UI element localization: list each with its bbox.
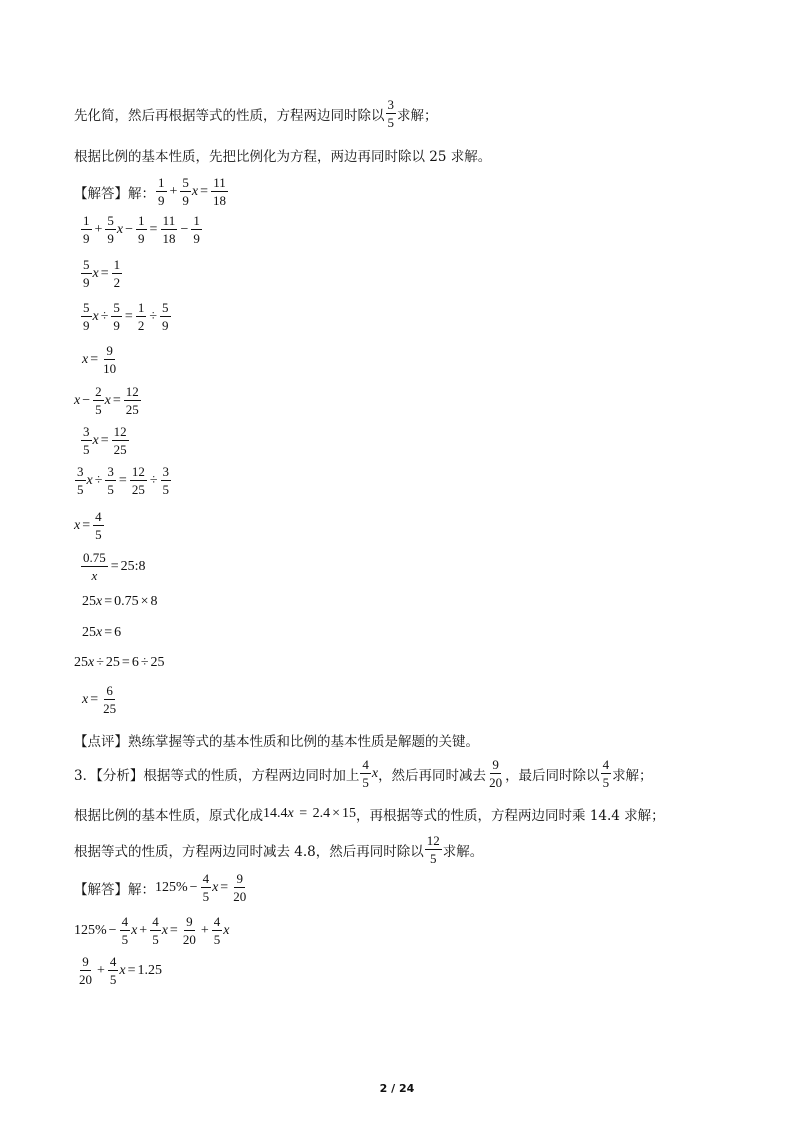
comment-line	[74, 730, 479, 750]
text: 先化简，然后再根据等式的性质，方程两边同时除以	[74, 107, 385, 124]
q3-analysis-line-2: 根据比例的基本性质，原式化成 14.4x = 2.4 × 15 ，再根据等式的性质，方程两边同时乘 14.4 求解；	[74, 806, 665, 824]
text: 根据比例的基本性质，先把比例化为方程，两边再同时除以 25 求解。	[74, 149, 492, 165]
equation-step: 125% − $\frac{4}{5}$ x + $\frac{4}{5}$ x = $\frac{9}{20}$ + $\frac{4}{5}$ x	[74, 914, 230, 947]
equation-step: x = $\frac{6}{25}$	[82, 683, 117, 716]
text: 【解答】解：	[74, 185, 155, 202]
equation-step: x − $\frac{2}{5}$ x = $\frac{12}{25}$	[74, 384, 139, 417]
equation-step: x = $\frac{4}{5}$	[74, 509, 102, 542]
equation-step: 25 x = 6	[82, 625, 122, 640]
text: 求解；	[397, 107, 438, 124]
equation-step: $\frac{5}{9}$ x = $\frac{1}{2}$	[83, 257, 121, 290]
analysis-line-2	[74, 145, 491, 165]
equation: $\frac{1}{9}$ + $\frac{5}{9}$ x = $\frac{11}{18}$	[158, 175, 227, 208]
fraction: $\frac{3}{5}$	[387, 97, 394, 130]
equation-step: 25 x ÷ 25 = 6 ÷ 25	[74, 655, 165, 670]
q3-analysis-line-1: 3．【分析】根据等式的性质，方程两边同时加上 $\frac{4}{5}$ x ，然后再同时减去 $\frac{9}{20}$ ，最后同时除以 $\frac{4}{5}$ 求解；	[74, 757, 653, 790]
equation-step: $\frac{9}{20}$ + $\frac{4}{5}$ x = 1.25	[79, 954, 163, 987]
q3-answer-line: 【解答】解： 125% − $\frac{4}{5}$ x = $\frac{9}{20}$	[74, 872, 249, 903]
equation-step: x = $\frac{9}{10}$	[82, 343, 117, 376]
text: 【点评】熟练掌握等式的基本性质和比例的基本性质是解题的关键。	[74, 734, 479, 750]
equation-step: $\frac{3}{5}$ x = $\frac{12}{25}$	[83, 424, 127, 457]
equation-step: 25 x = 0.75 × 8	[82, 594, 158, 609]
equation-step: $\frac{1}{9}$ + $\frac{5}{9}$ x − $\frac{1}{9}$ = $\frac{11}{18}$ − $\frac{1}{9}$	[83, 213, 200, 246]
answer-line	[74, 176, 229, 207]
equation-step: $\frac{5}{9}$ x ÷ $\frac{5}{9}$ = $\frac{1}{2}$ ÷ $\frac{5}{9}$	[83, 300, 169, 333]
equation: 125% − $\frac{4}{5}$ x = $\frac{9}{20}$	[155, 871, 247, 904]
equation-step: $\frac{3}{5}$ x ÷ $\frac{3}{5}$ = $\frac{12}{25}$ ÷ $\frac{3}{5}$	[77, 464, 169, 497]
equation: 14.4x = 2.4 × 15	[263, 806, 357, 821]
q3-analysis-line-3: 根据等式的性质，方程两边同时减去 4.8，然后再同时除以 $\frac{12}{5}$ 求解。	[74, 833, 484, 866]
equation-step: $\frac{0.75}{x}$ = 25 : 8	[83, 550, 146, 583]
analysis-line-1	[74, 98, 438, 129]
page-number: 2 / 24	[379, 1082, 415, 1095]
